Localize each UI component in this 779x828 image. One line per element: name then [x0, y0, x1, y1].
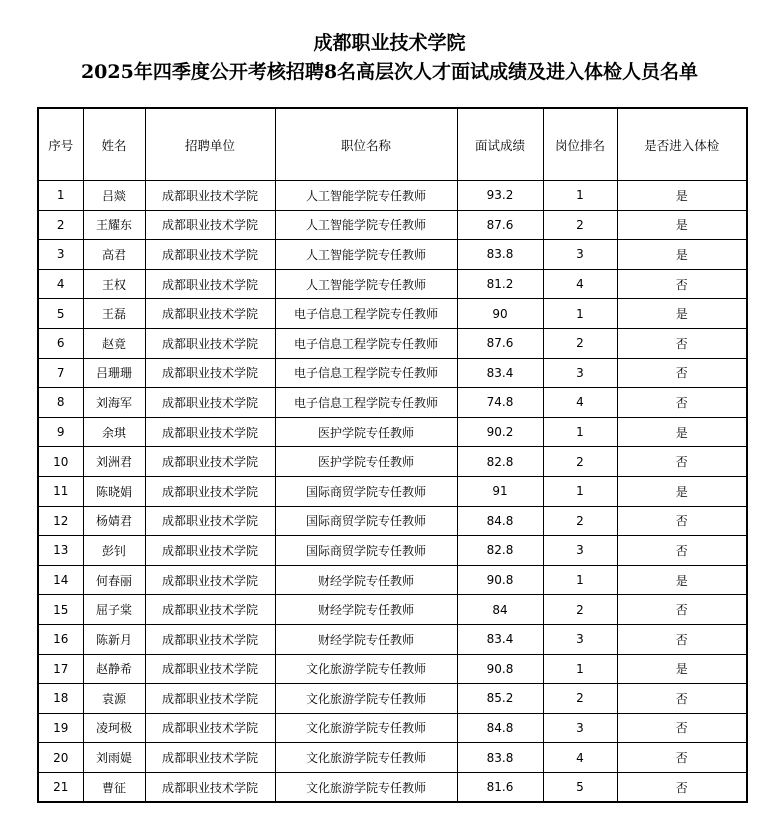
cell-physical-exam: 否 [617, 506, 747, 536]
header-physical-exam: 是否进入体检 [617, 108, 747, 181]
cell-position: 国际商贸学院专任教师 [275, 536, 457, 566]
cell-score: 83.4 [457, 358, 543, 388]
cell-physical-exam: 否 [617, 624, 747, 654]
cell-physical-exam: 否 [617, 447, 747, 477]
cell-employer: 成都职业技术学院 [145, 476, 275, 506]
cell-name: 刘洲君 [83, 447, 145, 477]
cell-name: 余琪 [83, 417, 145, 447]
cell-name: 王磊 [83, 299, 145, 329]
cell-index: 13 [38, 536, 83, 566]
table-row [38, 388, 747, 418]
header-index: 序号 [38, 108, 83, 181]
cell-physical-exam: 是 [617, 299, 747, 329]
cell-physical-exam: 否 [617, 684, 747, 714]
cell-position: 医护学院专任教师 [275, 417, 457, 447]
cell-employer: 成都职业技术学院 [145, 240, 275, 270]
cell-name: 王耀东 [83, 210, 145, 240]
header-name: 姓名 [83, 108, 145, 181]
cell-rank: 4 [543, 388, 617, 418]
table-header-row [38, 108, 747, 181]
cell-employer: 成都职业技术学院 [145, 743, 275, 773]
cell-employer: 成都职业技术学院 [145, 210, 275, 240]
table-row [38, 654, 747, 684]
cell-index: 2 [38, 210, 83, 240]
table-row [38, 565, 747, 595]
cell-physical-exam: 否 [617, 269, 747, 299]
cell-name: 高君 [83, 240, 145, 270]
cell-physical-exam: 否 [617, 388, 747, 418]
cell-index: 19 [38, 713, 83, 743]
cell-position: 财经学院专任教师 [275, 565, 457, 595]
cell-physical-exam: 是 [617, 565, 747, 595]
cell-name: 吕燚 [83, 181, 145, 211]
cell-employer: 成都职业技术学院 [145, 181, 275, 211]
table-row [38, 595, 747, 625]
cell-score: 93.2 [457, 181, 543, 211]
cell-rank: 1 [543, 476, 617, 506]
cell-physical-exam: 否 [617, 743, 747, 773]
table-row [38, 506, 747, 536]
cell-index: 20 [38, 743, 83, 773]
cell-employer: 成都职业技术学院 [145, 417, 275, 447]
cell-rank: 2 [543, 447, 617, 477]
cell-index: 10 [38, 447, 83, 477]
document-title: 成都职业技术学院 [313, 32, 466, 54]
header-rank: 岗位排名 [543, 108, 617, 181]
cell-position: 电子信息工程学院专任教师 [275, 388, 457, 418]
cell-employer: 成都职业技术学院 [145, 654, 275, 684]
cell-name: 吕珊珊 [83, 358, 145, 388]
table-body [38, 181, 747, 803]
header-score: 面试成绩 [457, 108, 543, 181]
cell-position: 财经学院专任教师 [275, 595, 457, 625]
cell-employer: 成都职业技术学院 [145, 565, 275, 595]
cell-name: 赵静希 [83, 654, 145, 684]
cell-position: 人工智能学院专任教师 [275, 181, 457, 211]
cell-position: 国际商贸学院专任教师 [275, 476, 457, 506]
cell-employer: 成都职业技术学院 [145, 328, 275, 358]
cell-score: 90.2 [457, 417, 543, 447]
cell-name: 陈新月 [83, 624, 145, 654]
cell-employer: 成都职业技术学院 [145, 713, 275, 743]
cell-index: 3 [38, 240, 83, 270]
cell-score: 84 [457, 595, 543, 625]
cell-index: 11 [38, 476, 83, 506]
cell-score: 83.8 [457, 240, 543, 270]
cell-rank: 2 [543, 684, 617, 714]
cell-employer: 成都职业技术学院 [145, 772, 275, 802]
cell-score: 74.8 [457, 388, 543, 418]
table-row [38, 684, 747, 714]
cell-score: 83.4 [457, 624, 543, 654]
table-row [38, 713, 747, 743]
table-row [38, 743, 747, 773]
cell-score: 87.6 [457, 210, 543, 240]
cell-employer: 成都职业技术学院 [145, 624, 275, 654]
cell-position: 医护学院专任教师 [275, 447, 457, 477]
cell-index: 15 [38, 595, 83, 625]
cell-employer: 成都职业技术学院 [145, 595, 275, 625]
cell-score: 81.2 [457, 269, 543, 299]
cell-physical-exam: 否 [617, 772, 747, 802]
cell-score: 91 [457, 476, 543, 506]
cell-name: 刘雨媞 [83, 743, 145, 773]
cell-physical-exam: 是 [617, 240, 747, 270]
cell-position: 电子信息工程学院专任教师 [275, 358, 457, 388]
cell-position: 国际商贸学院专任教师 [275, 506, 457, 536]
cell-index: 14 [38, 565, 83, 595]
cell-physical-exam: 否 [617, 328, 747, 358]
cell-index: 9 [38, 417, 83, 447]
cell-name: 陈晓娟 [83, 476, 145, 506]
cell-rank: 3 [543, 240, 617, 270]
cell-physical-exam: 是 [617, 181, 747, 211]
cell-position: 人工智能学院专任教师 [275, 269, 457, 299]
cell-score: 83.8 [457, 743, 543, 773]
cell-rank: 3 [543, 536, 617, 566]
cell-employer: 成都职业技术学院 [145, 358, 275, 388]
cell-employer: 成都职业技术学院 [145, 447, 275, 477]
cell-rank: 1 [543, 654, 617, 684]
table-row [38, 240, 747, 270]
cell-rank: 1 [543, 181, 617, 211]
table-row [38, 447, 747, 477]
cell-position: 电子信息工程学院专任教师 [275, 328, 457, 358]
cell-rank: 3 [543, 624, 617, 654]
cell-rank: 2 [543, 328, 617, 358]
cell-name: 赵竟 [83, 328, 145, 358]
cell-name: 曹征 [83, 772, 145, 802]
cell-physical-exam: 否 [617, 713, 747, 743]
cell-index: 18 [38, 684, 83, 714]
cell-rank: 4 [543, 269, 617, 299]
cell-index: 6 [38, 328, 83, 358]
cell-physical-exam: 否 [617, 358, 747, 388]
cell-physical-exam: 是 [617, 654, 747, 684]
cell-employer: 成都职业技术学院 [145, 269, 275, 299]
cell-index: 12 [38, 506, 83, 536]
cell-index: 7 [38, 358, 83, 388]
cell-physical-exam: 是 [617, 210, 747, 240]
cell-position: 人工智能学院专任教师 [275, 210, 457, 240]
cell-index: 4 [38, 269, 83, 299]
cell-score: 81.6 [457, 772, 543, 802]
cell-position: 财经学院专任教师 [275, 624, 457, 654]
table-row [38, 328, 747, 358]
cell-index: 1 [38, 181, 83, 211]
cell-score: 82.8 [457, 536, 543, 566]
cell-physical-exam: 否 [617, 536, 747, 566]
cell-position: 文化旅游学院专任教师 [275, 713, 457, 743]
cell-index: 5 [38, 299, 83, 329]
cell-employer: 成都职业技术学院 [145, 506, 275, 536]
cell-score: 90 [457, 299, 543, 329]
cell-score: 82.8 [457, 447, 543, 477]
cell-name: 屈子棠 [83, 595, 145, 625]
cell-name: 杨婧君 [83, 506, 145, 536]
cell-rank: 2 [543, 506, 617, 536]
header-employer: 招聘单位 [145, 108, 275, 181]
cell-rank: 1 [543, 417, 617, 447]
document-subtitle: 2025年四季度公开考核招聘8名高层次人才面试成绩及进入体检人员名单 [80, 61, 699, 83]
cell-name: 彭钊 [83, 536, 145, 566]
cell-position: 文化旅游学院专任教师 [275, 654, 457, 684]
cell-name: 刘海军 [83, 388, 145, 418]
cell-rank: 5 [543, 772, 617, 802]
cell-rank: 1 [543, 299, 617, 329]
cell-physical-exam: 是 [617, 476, 747, 506]
cell-index: 21 [38, 772, 83, 802]
cell-position: 人工智能学院专任教师 [275, 240, 457, 270]
cell-index: 8 [38, 388, 83, 418]
cell-rank: 3 [543, 358, 617, 388]
cell-position: 电子信息工程学院专任教师 [275, 299, 457, 329]
cell-index: 16 [38, 624, 83, 654]
cell-employer: 成都职业技术学院 [145, 388, 275, 418]
cell-position: 文化旅游学院专任教师 [275, 772, 457, 802]
cell-rank: 4 [543, 743, 617, 773]
table-row [38, 772, 747, 802]
cell-rank: 2 [543, 210, 617, 240]
cell-score: 90.8 [457, 565, 543, 595]
table-row [38, 358, 747, 388]
cell-score: 90.8 [457, 654, 543, 684]
table-row [38, 417, 747, 447]
cell-position: 文化旅游学院专任教师 [275, 743, 457, 773]
cell-name: 王权 [83, 269, 145, 299]
cell-index: 17 [38, 654, 83, 684]
header-position: 职位名称 [275, 108, 457, 181]
cell-physical-exam: 否 [617, 595, 747, 625]
cell-rank: 2 [543, 595, 617, 625]
cell-score: 84.8 [457, 506, 543, 536]
cell-employer: 成都职业技术学院 [145, 299, 275, 329]
table-row [38, 299, 747, 329]
cell-position: 文化旅游学院专任教师 [275, 684, 457, 714]
cell-employer: 成都职业技术学院 [145, 536, 275, 566]
results-table [37, 107, 748, 803]
table-row [38, 476, 747, 506]
cell-score: 84.8 [457, 713, 543, 743]
cell-name: 凌珂极 [83, 713, 145, 743]
cell-score: 85.2 [457, 684, 543, 714]
table-row [38, 624, 747, 654]
cell-employer: 成都职业技术学院 [145, 684, 275, 714]
cell-score: 87.6 [457, 328, 543, 358]
cell-name: 袁源 [83, 684, 145, 714]
table-row [38, 210, 747, 240]
table-row [38, 536, 747, 566]
cell-rank: 1 [543, 565, 617, 595]
table-row [38, 181, 747, 211]
table-row [38, 269, 747, 299]
cell-rank: 3 [543, 713, 617, 743]
cell-name: 何春丽 [83, 565, 145, 595]
cell-physical-exam: 是 [617, 417, 747, 447]
